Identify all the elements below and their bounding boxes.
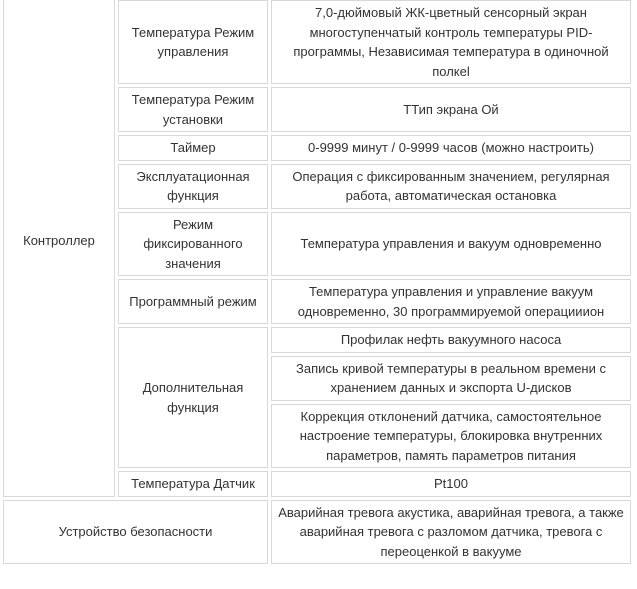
param-cell: Эксплуатационная функция (118, 164, 268, 209)
value-cell: Операция с фиксированным значением, регулярная работа, автоматическая остановка (271, 164, 631, 209)
param-cell-additional: Дополнительная функция (118, 327, 268, 468)
value-cell: ТТип экрана Ой (271, 87, 631, 132)
param-cell: Программный режим (118, 279, 268, 324)
value-cell: Запись кривой температуры в реальном времени с хранением данных и экспорта U-дисков (271, 356, 631, 401)
value-cell: 0-9999 минут / 0-9999 часов (можно настроить) (271, 135, 631, 161)
table-row (3, 500, 631, 565)
param-cell: Режим фиксированного значения (118, 212, 268, 277)
value-cell: Температура управления и вакуум одновременно (271, 212, 631, 277)
param-cell: Температура Режим установки (118, 87, 268, 132)
param-cell: Температура Режим управления (118, 0, 268, 84)
value-cell: 7,0-дюймовый ЖК-цветный сенсорный экран многоступенчатый контроль температуры PID-программы, Независимая температура в одиночной полкеl (271, 0, 631, 84)
value-cell: Профилак нефть вакуумного насоса (271, 327, 631, 353)
param-cell: Таймер (118, 135, 268, 161)
param-cell: Температура Датчик (118, 471, 268, 497)
group-label-controller: Контроллер (3, 0, 115, 497)
value-cell: Аварийная тревога акустика, аварийная тревога, а также аварийная тревога с разломом датчика, тревога с переоценкой в вакууме (271, 500, 631, 565)
value-cell: Коррекция отклонений датчика, самостоятельное настроение температуры, блокировка внутренних параметров, память параметров питания (271, 404, 631, 469)
group-label-safety: Устройство безопасности (3, 500, 268, 565)
value-cell: Температура управления и управление вакуум одновременно, 30 программируемой операцииион (271, 279, 631, 324)
value-cell: Pt100 (271, 471, 631, 497)
